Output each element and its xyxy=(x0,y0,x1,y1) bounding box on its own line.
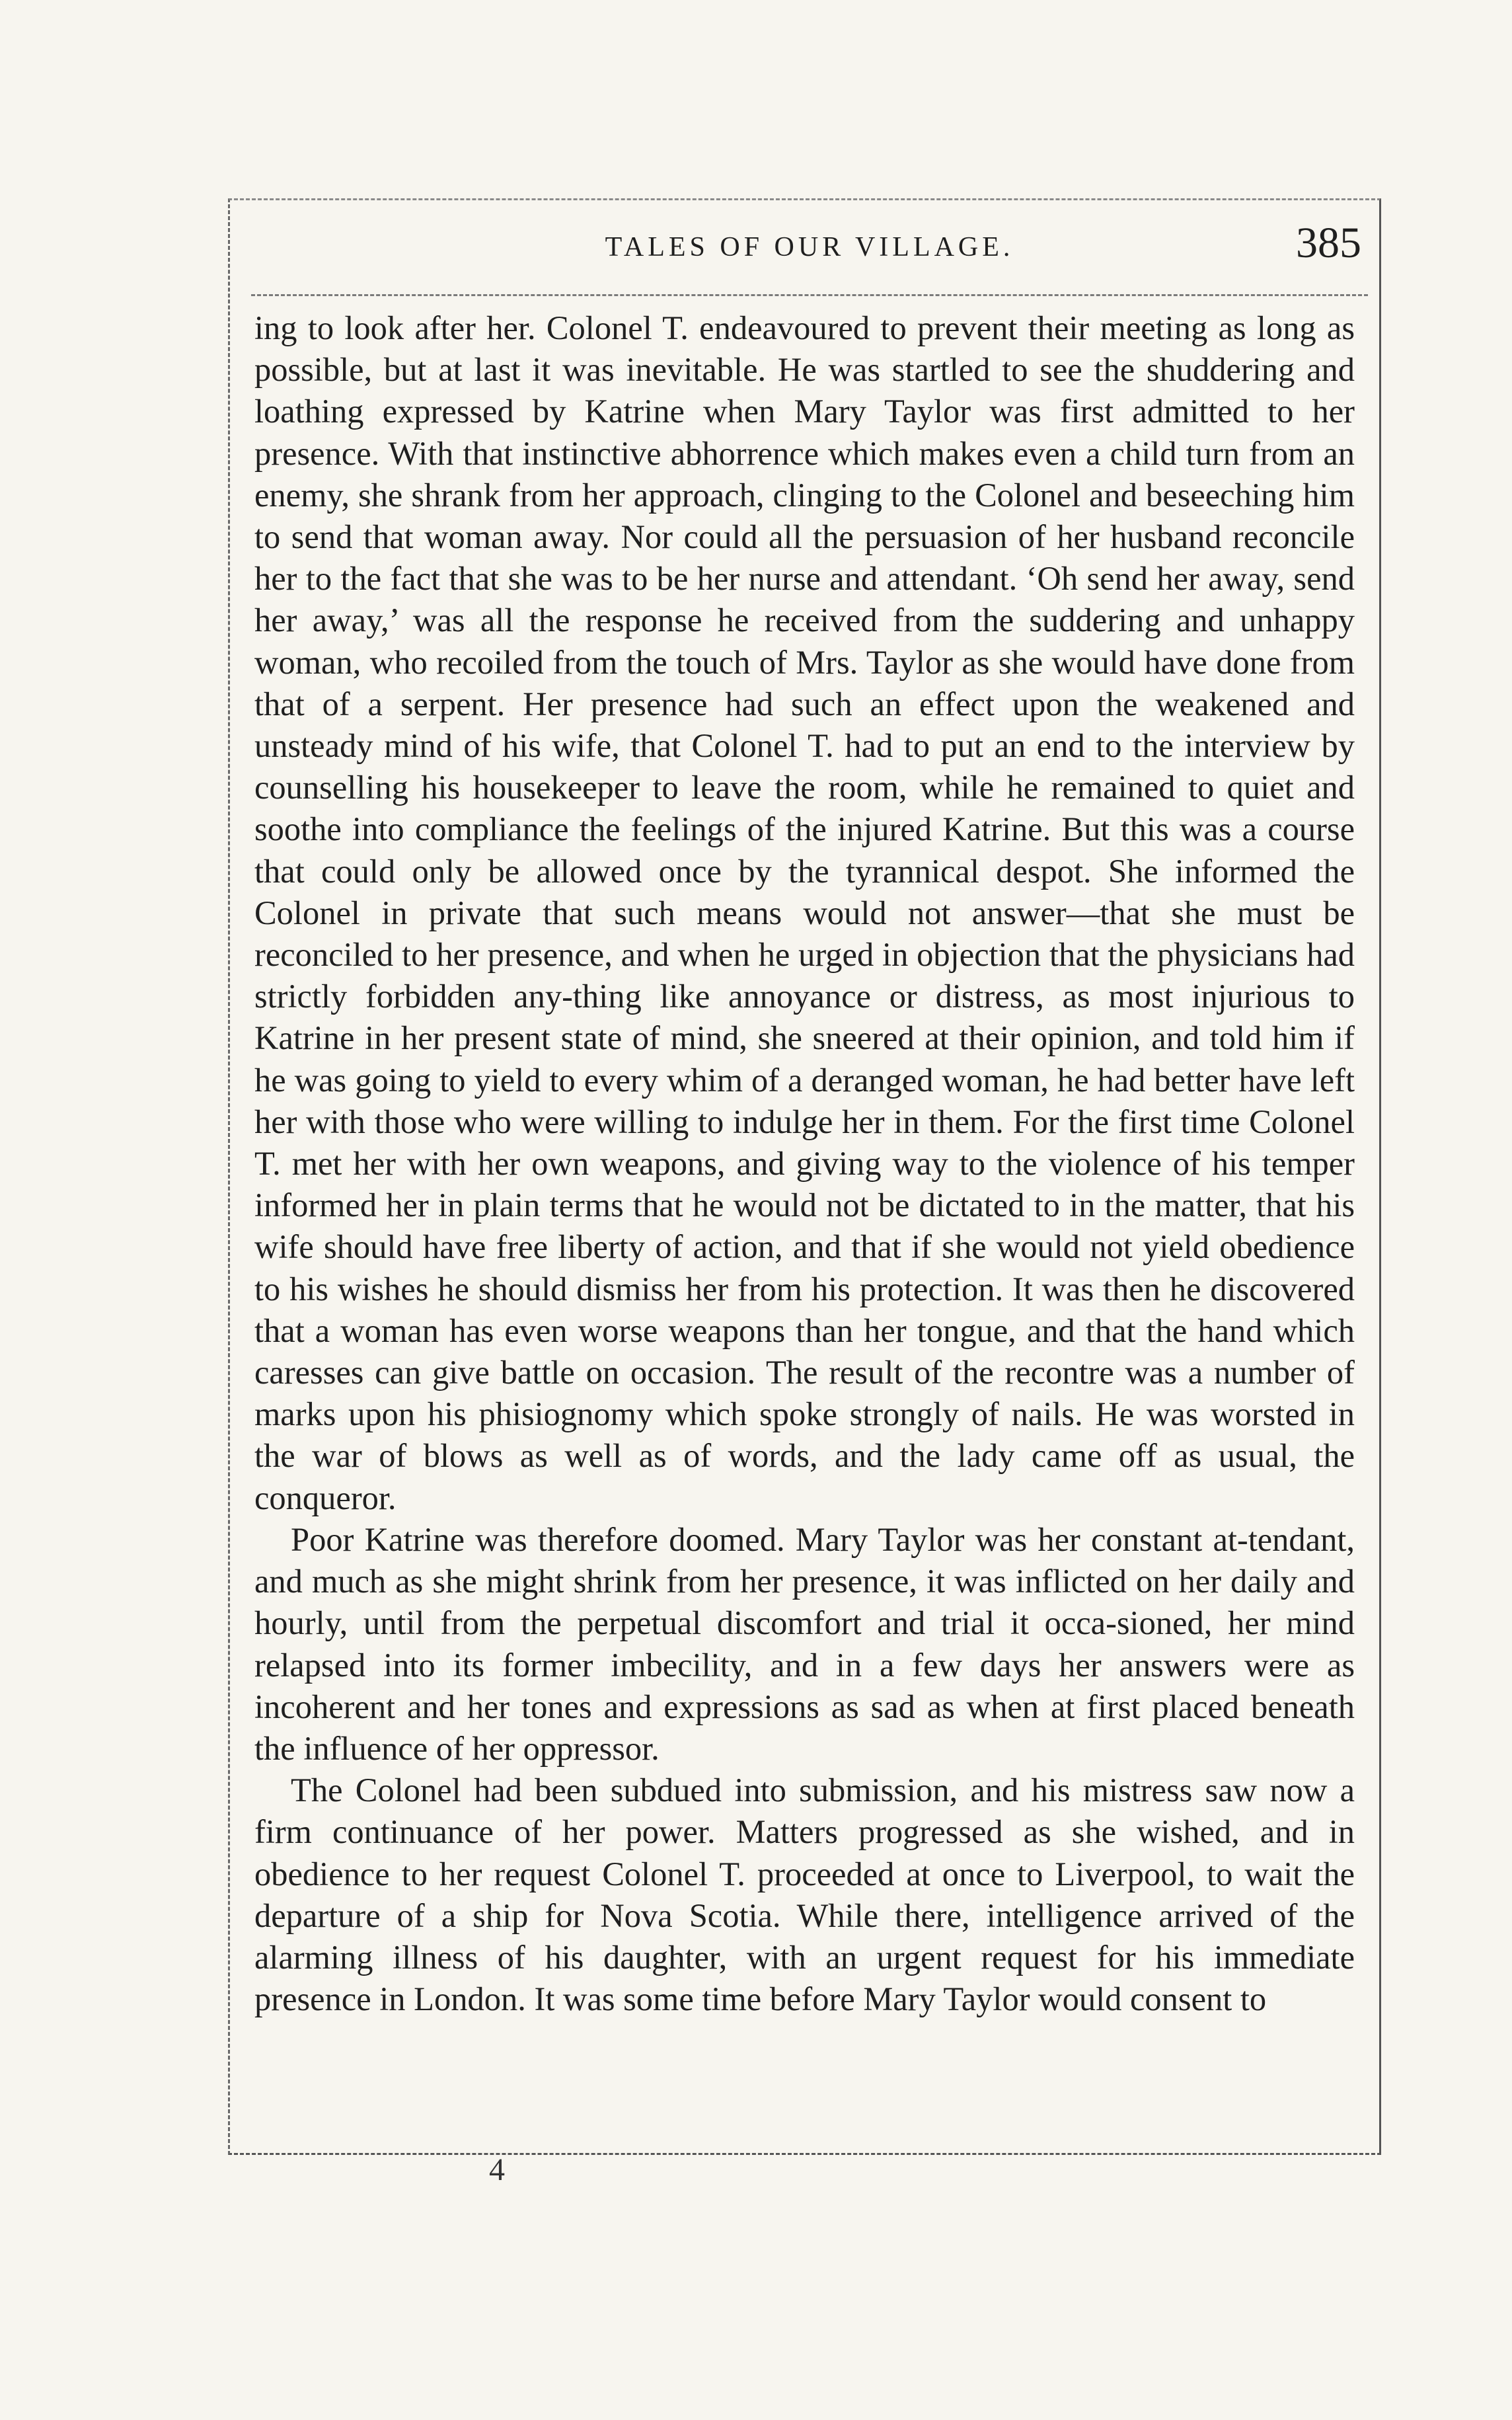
running-title: TALES OF OUR VILLAGE. xyxy=(605,232,1014,262)
page-number: 385 xyxy=(1296,219,1361,267)
body-text xyxy=(254,307,1355,2020)
paragraph-2: Poor Katrine was therefore doomed. Mary Taylor was her constant at-tendant, and much as she might shrink from her presence, it was inflicted on her daily and hourly, until from the perpetual discomfort and trial it occa-sioned, her mind relapsed into its former imbecility, and in a few days her answers were as incoherent and her tones and expressions as sad as when at first placed beneath the influence of her oppressor. xyxy=(254,1520,1355,1767)
signature-mark: 4 xyxy=(489,2152,505,2187)
paragraph-3: The Colonel had been subdued into submission, and his mistress saw now a firm continuance of her power. Matters progressed as she wished, and in obedience to her request Colonel T. proceeded at once to Liverpool, to wait the departure of a ship for Nova Scotia. While there, intelligence arrived of the alarming illness of his daughter, with an urgent request for his immediate presence in London. It was some time before Mary Taylor would consent to xyxy=(254,1772,1355,2018)
page-header xyxy=(251,218,1368,297)
paragraph-1: ing to look after her. Colonel T. endeavoured to prevent their meeting as long as possible, but at last it was inevitable. He was startled to see the shuddering and loathing expressed by Katrine when Mary Taylor was first admitted to her presence. With that instinctive abhorrence which makes even a child turn from an enemy, she shrank from her approach, clinging to the Colonel and beseeching him to send that woman away. Nor could all the persuasion of her husband reconcile her to the fact that she was to be her nurse and attendant. ‘Oh send her away, send her away,’ was all the response he received from the suddering and unhappy woman, who recoiled from the touch of Mrs. Taylor as she would have done from that of a serpent. Her presence had such an effect upon the weakened and unsteady mind of his wife, that Colonel T. had to put an end to the interview by counselling his housekeeper to leave the room, while he remained to quiet and soothe into compliance the feelings of the injured Katrine. But this was a course that could only be allowed once by the tyrannical despot. She informed the Colonel in private that such means would not answer—that she must be reconciled to her presence, and when he urged in objection that the physicians had strictly forbidden any-thing like annoyance or distress, as most injurious to Katrine in her present state of mind, she sneered at their opinion, and told him if he was going to yield to every whim of a deranged woman, he had better have left her with those who were willing to indulge her in them. For the first time Colonel T. met her with her own weapons, and giving way to the violence of his temper informed her in plain terms that he would not be dictated to in the matter, that his wife should have free liberty of action, and that if she would not yield obedience to his wishes he should dismiss her from his protection. It was then he discovered that a woman has even worse weapons than her tongue, and that the hand which caresses can give battle on occasion. The result of the recontre was a number of marks upon his phisiognomy which spoke strongly of nails. He was worsted in the war of blows as well as of words, and the lady came off as usual, the conqueror. xyxy=(254,309,1355,1516)
header-rule xyxy=(251,294,1368,296)
